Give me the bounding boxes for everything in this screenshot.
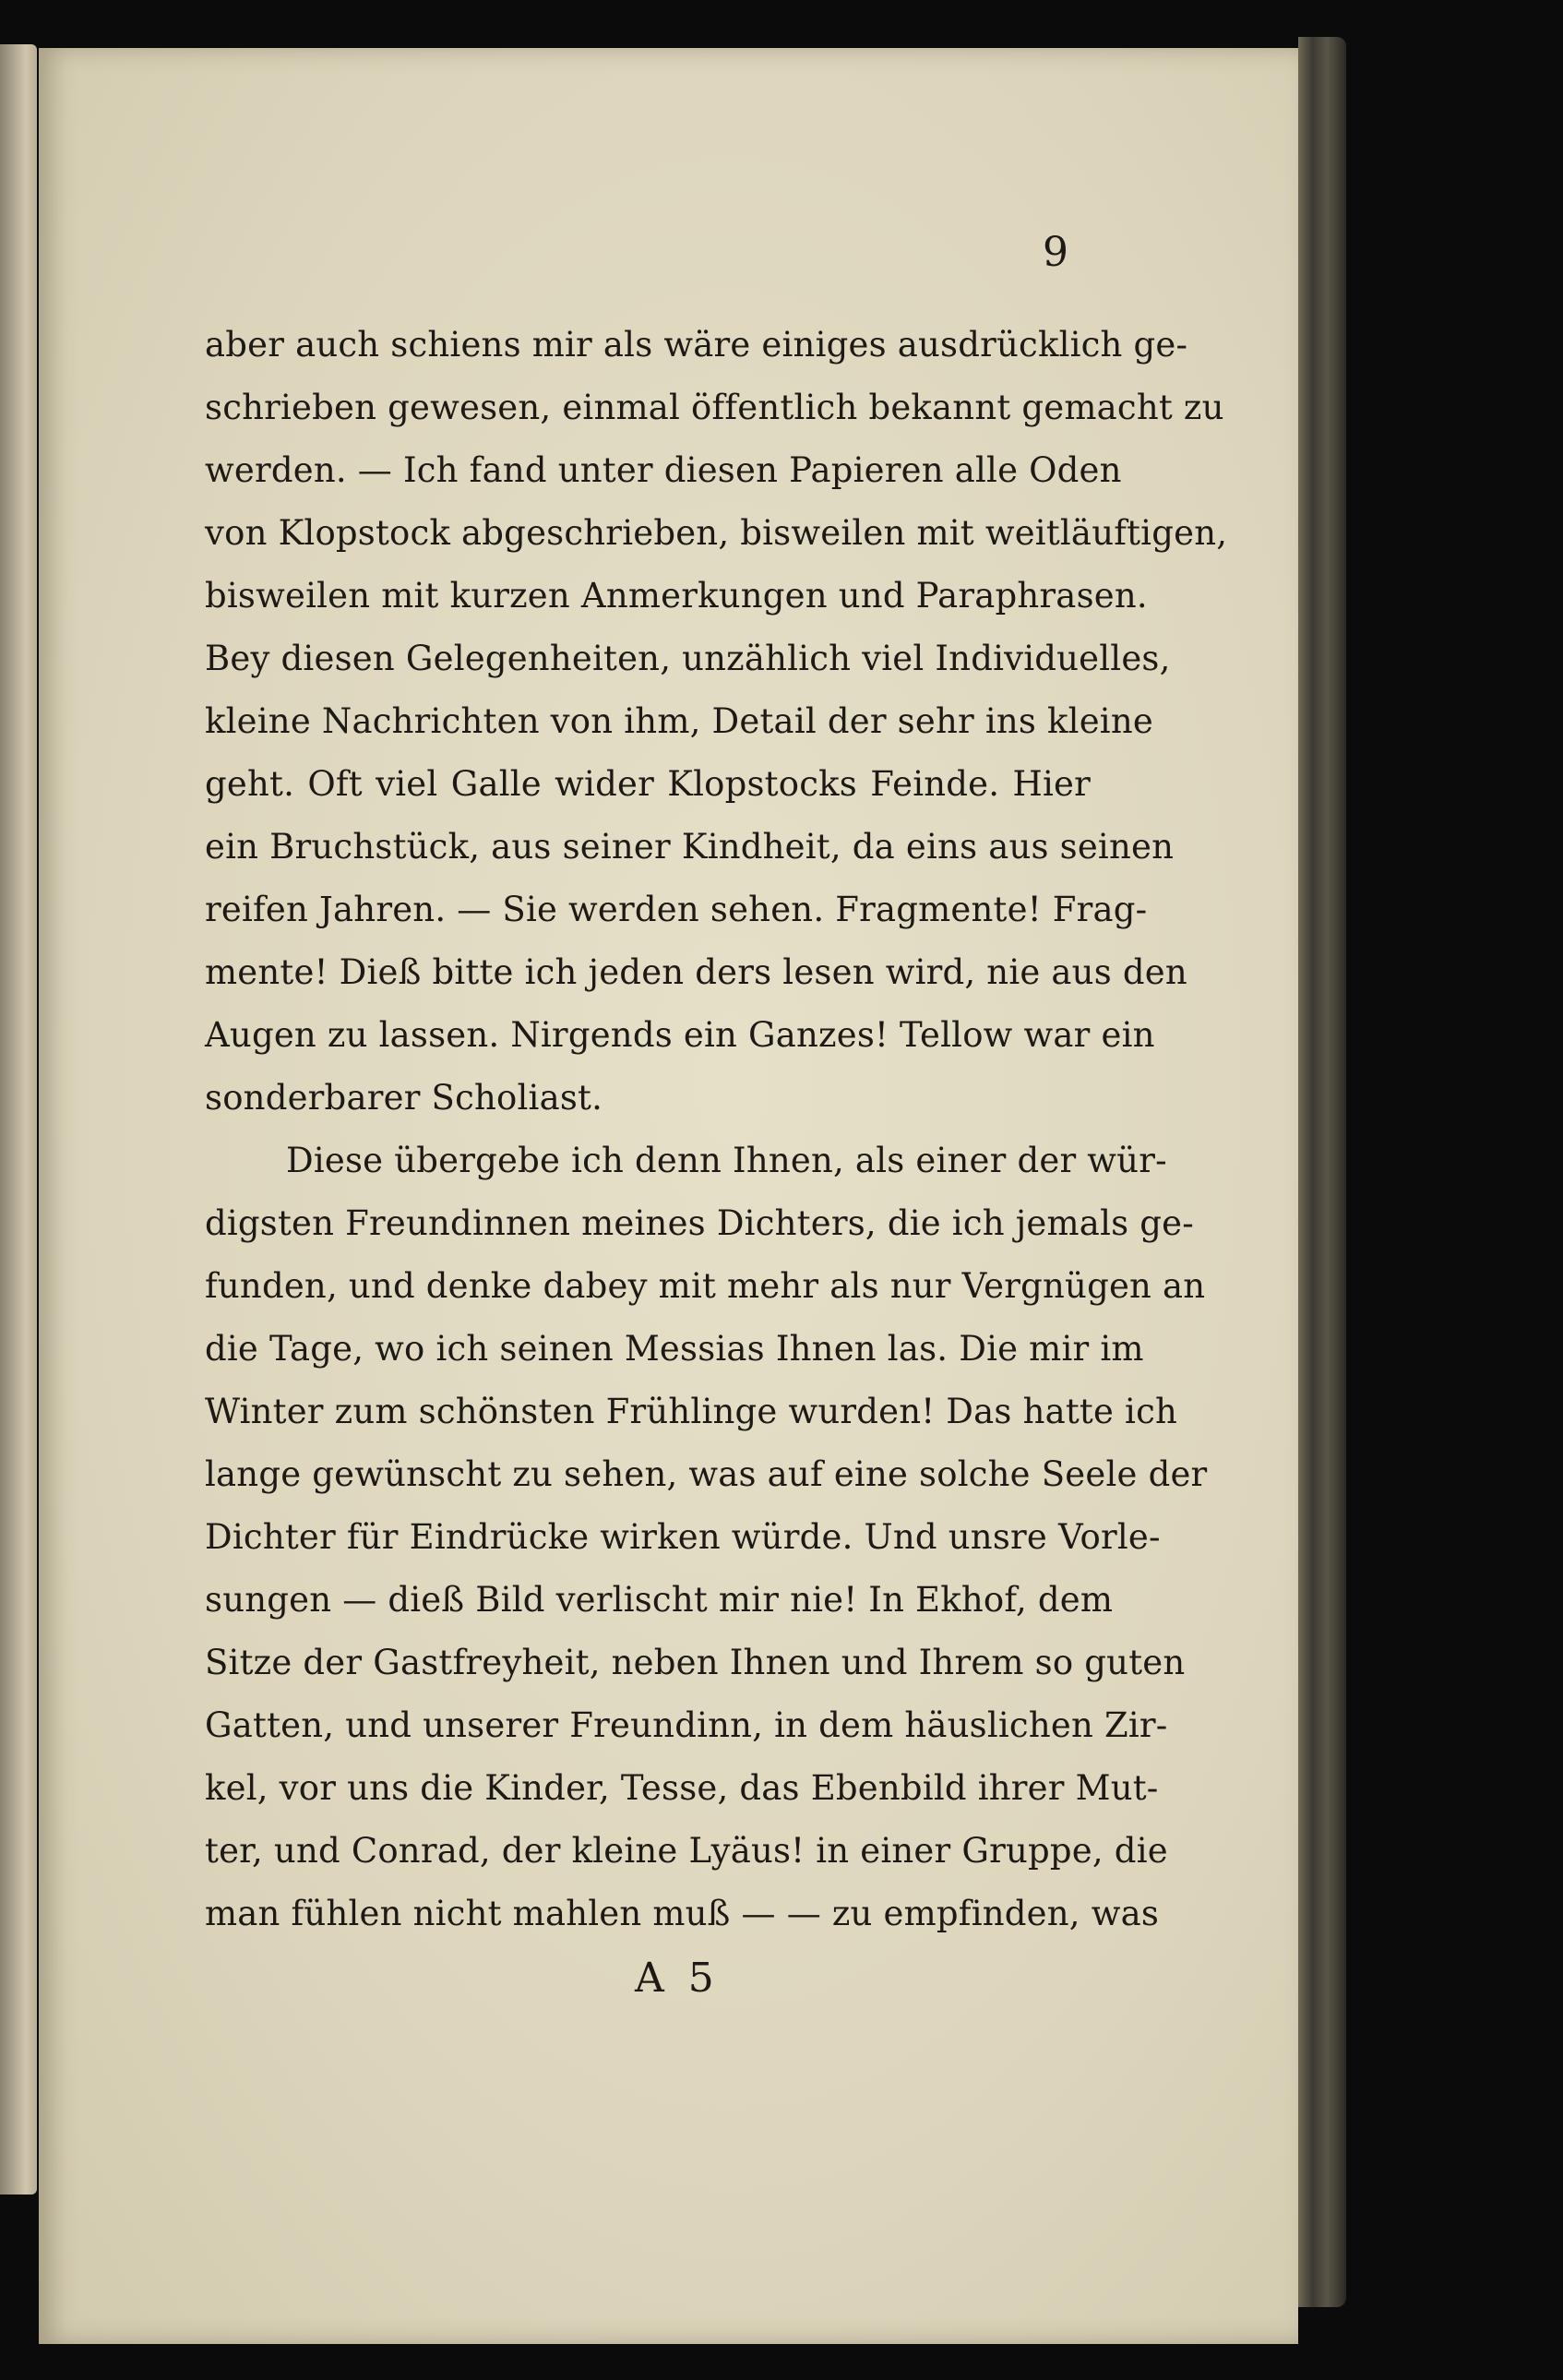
text-line: ein Bruchstück, aus seiner Kindheit, da eins aus seinen — [205, 827, 1175, 867]
text-line: werden. — Ich fand unter diesen Papieren alle Oden — [205, 450, 1122, 490]
text-line: kleine Nachrichten von ihm, Detail der sehr ins kleine — [205, 701, 1153, 741]
text-line: aber auch schiens mir als wäre einiges ausdrücklich ge- — [205, 325, 1188, 365]
text-line: reifen Jahren. — Sie werden sehen. Fragmente! Frag- — [205, 890, 1148, 929]
text-line: mente! Dieß bitte ich jeden ders lesen wird, nie aus den — [205, 952, 1187, 992]
previous-page-edge — [0, 44, 37, 2195]
paragraph-end-line: sonderbarer Scholiast. — [205, 1078, 603, 1118]
text-line: Gatten, und unserer Freundinn, in dem häuslichen Zir- — [205, 1705, 1168, 1745]
text-line: Bey diesen Gelegenheiten, unzählich viel Individuelles, — [205, 639, 1171, 678]
text-line: bisweilen mit kurzen Anmerkungen und Paraphrasen. — [205, 576, 1148, 616]
text-line: Dichter für Eindrücke wirken würde. Und unsre Vorle- — [205, 1517, 1161, 1557]
text-line: geht. Oft viel Galle wider Klopstocks Feinde. Hier — [205, 764, 1091, 804]
text-line: von Klopstock abgeschrieben, bisweilen mit weitläuftigen, — [205, 513, 1228, 553]
text-line: sungen — dieß Bild verlischt mir nie! In Ekhof, dem — [205, 1580, 1114, 1620]
text-line: die Tage, wo ich seinen Messias Ihnen las. Die mir im — [205, 1329, 1144, 1369]
text-line: Augen zu lassen. Nirgends ein Ganzes! Tellow war ein — [205, 1015, 1155, 1055]
page-number: 9 — [1043, 229, 1068, 276]
text-line: kel, vor uns die Kinder, Tesse, das Ebenbild ihrer Mut- — [205, 1768, 1159, 1808]
text-line: man fühlen nicht mahlen muß — — zu empfinden, was — [205, 1894, 1160, 1933]
signature-mark: A 5 — [635, 1955, 720, 2002]
text-line: digsten Freundinnen meines Dichters, die ich jemals ge- — [205, 1203, 1194, 1243]
text-line: Sitze der Gastfreyheit, neben Ihnen und Ihrem so guten — [205, 1643, 1186, 1682]
body-text — [205, 314, 1228, 1945]
text-line: lange gewünscht zu sehen, was auf eine solche Seele der — [205, 1454, 1208, 1494]
book-spine — [1298, 37, 1346, 2307]
text-line: schrieben gewesen, einmal öffentlich bekannt gemacht zu — [205, 388, 1224, 427]
text-line: funden, und denke dabey mit mehr als nur Vergnügen an — [205, 1266, 1206, 1306]
paragraph-start-line: Diese übergebe ich denn Ihnen, als einer der wür- — [286, 1141, 1167, 1180]
text-line: ter, und Conrad, der kleine Lyäus! in einer Gruppe, die — [205, 1831, 1168, 1871]
text-line: Winter zum schönsten Frühlinge wurden! Das hatte ich — [205, 1392, 1178, 1431]
